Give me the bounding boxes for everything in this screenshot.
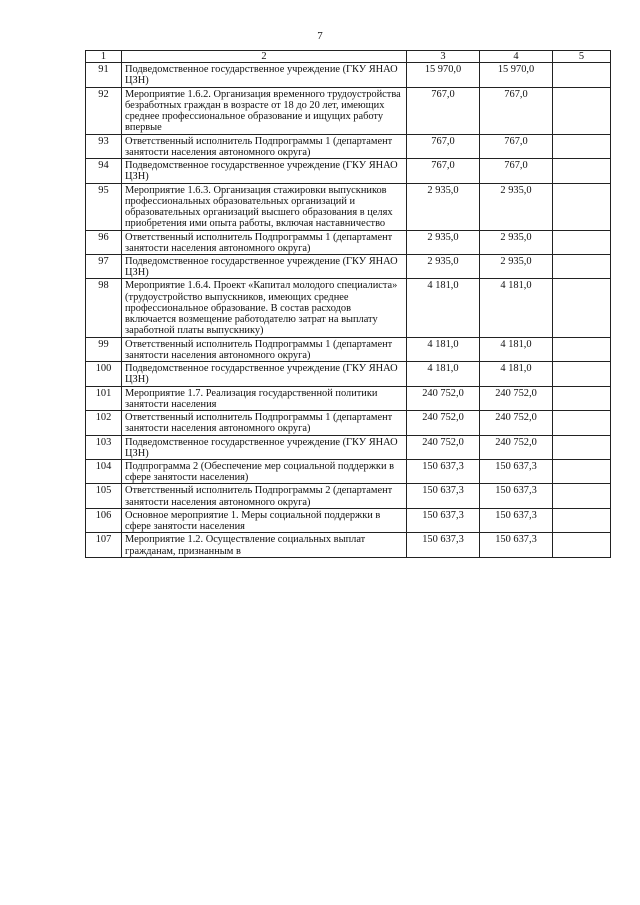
row-number: 106 [86,508,122,532]
row-value-col5 [553,230,611,254]
row-value-col5 [553,459,611,483]
row-description: Ответственный исполнитель Подпрограммы 1 (департамент занятости населения автономного округа) [122,411,407,435]
row-value-col5 [553,386,611,410]
row-number: 93 [86,134,122,158]
row-description: Подведомственное государственное учреждение (ГКУ ЯНАО ЦЗН) [122,63,407,87]
row-description: Подведомственное государственное учреждение (ГКУ ЯНАО ЦЗН) [122,159,407,183]
row-number: 102 [86,411,122,435]
row-value-col3: 767,0 [407,159,480,183]
table-row [86,254,611,278]
column-header-3: 3 [407,51,480,63]
table-row [86,533,611,557]
row-value-col4: 240 752,0 [480,435,553,459]
row-value-col3: 2 935,0 [407,183,480,230]
row-number: 91 [86,63,122,87]
row-description: Ответственный исполнитель Подпрограммы 1 (департамент занятости населения автономного округа) [122,337,407,361]
table-row [86,386,611,410]
row-value-col3: 150 637,3 [407,459,480,483]
row-value-col5 [553,508,611,532]
column-header-2: 2 [122,51,407,63]
row-description: Мероприятие 1.6.2. Организация временного трудоустройства безработных граждан в возрасте от 18 до 20 лет, имеющих среднее профессиональное образование и ищущих работу впервые [122,87,407,134]
row-number: 98 [86,279,122,337]
row-description: Ответственный исполнитель Подпрограммы 1 (департамент занятости населения автономного округа) [122,134,407,158]
row-value-col4: 150 637,3 [480,484,553,508]
table-row [86,134,611,158]
row-value-col4: 2 935,0 [480,183,553,230]
row-number: 97 [86,254,122,278]
row-value-col3: 767,0 [407,134,480,158]
row-value-col4: 2 935,0 [480,230,553,254]
row-value-col3: 767,0 [407,87,480,134]
table-row [86,411,611,435]
table-row [86,435,611,459]
row-value-col3: 150 637,3 [407,533,480,557]
row-value-col4: 15 970,0 [480,63,553,87]
row-number: 103 [86,435,122,459]
column-header-1: 1 [86,51,122,63]
row-value-col4: 240 752,0 [480,411,553,435]
row-value-col3: 4 181,0 [407,279,480,337]
table-row [86,508,611,532]
row-description: Подпрограмма 2 (Обеспечение мер социальной поддержки в сфере занятости населения) [122,459,407,483]
row-number: 99 [86,337,122,361]
table-row [86,459,611,483]
table-row [86,230,611,254]
row-description: Подведомственное государственное учреждение (ГКУ ЯНАО ЦЗН) [122,254,407,278]
row-number: 95 [86,183,122,230]
row-value-col4: 767,0 [480,134,553,158]
row-value-col4: 4 181,0 [480,279,553,337]
table-row [86,337,611,361]
table-row [86,362,611,386]
row-description: Мероприятие 1.6.3. Организация стажировки выпускников профессиональных образовательных организаций и образовательных организаций высшего образования в целях приобретения ими опыта работы, включая наставничество [122,183,407,230]
row-value-col4: 4 181,0 [480,362,553,386]
row-value-col3: 150 637,3 [407,484,480,508]
row-value-col3: 240 752,0 [407,435,480,459]
row-number: 92 [86,87,122,134]
row-number: 104 [86,459,122,483]
row-value-col5 [553,159,611,183]
row-value-col5 [553,435,611,459]
row-value-col3: 2 935,0 [407,230,480,254]
table-row [86,87,611,134]
row-value-col5 [553,362,611,386]
row-value-col4: 150 637,3 [480,533,553,557]
row-value-col3: 4 181,0 [407,362,480,386]
row-value-col5 [553,279,611,337]
row-value-col4: 240 752,0 [480,386,553,410]
row-value-col3: 4 181,0 [407,337,480,361]
row-value-col5 [553,134,611,158]
row-value-col3: 240 752,0 [407,386,480,410]
table-row [86,484,611,508]
column-header-4: 4 [480,51,553,63]
row-value-col5 [553,183,611,230]
row-value-col5 [553,533,611,557]
row-description: Ответственный исполнитель Подпрограммы 2 (департамент занятости населения автономного округа) [122,484,407,508]
row-description: Ответственный исполнитель Подпрограммы 1 (департамент занятости населения автономного округа) [122,230,407,254]
row-value-col4: 4 181,0 [480,337,553,361]
table-row [86,183,611,230]
row-number: 105 [86,484,122,508]
column-header-5: 5 [553,51,611,63]
row-description: Подведомственное государственное учреждение (ГКУ ЯНАО ЦЗН) [122,362,407,386]
row-value-col5 [553,87,611,134]
row-number: 94 [86,159,122,183]
table-row [86,279,611,337]
row-description: Мероприятие 1.7. Реализация государственной политики занятости населения [122,386,407,410]
row-description: Мероприятие 1.2. Осуществление социальных выплат гражданам, признанным в [122,533,407,557]
row-number: 107 [86,533,122,557]
row-value-col4: 150 637,3 [480,459,553,483]
row-value-col3: 2 935,0 [407,254,480,278]
row-value-col4: 767,0 [480,87,553,134]
row-value-col3: 240 752,0 [407,411,480,435]
row-value-col5 [553,254,611,278]
row-number: 100 [86,362,122,386]
row-value-col4: 767,0 [480,159,553,183]
row-number: 96 [86,230,122,254]
row-value-col4: 2 935,0 [480,254,553,278]
row-value-col4: 150 637,3 [480,508,553,532]
row-value-col5 [553,337,611,361]
row-description: Мероприятие 1.6.4. Проект «Капитал молодого специалиста» (трудоустройство выпускников, имеющих среднее профессиональное образование. В состав расходов включается возмещение работодателю затрат на выплату заработной платы выпускнику) [122,279,407,337]
row-value-col5 [553,411,611,435]
row-number: 101 [86,386,122,410]
row-value-col5 [553,484,611,508]
row-description: Основное мероприятие 1. Меры социальной поддержки в сфере занятости населения [122,508,407,532]
row-value-col5 [553,63,611,87]
row-value-col3: 15 970,0 [407,63,480,87]
row-value-col3: 150 637,3 [407,508,480,532]
budget-table [85,50,611,558]
page-number: 7 [317,30,323,42]
row-description: Подведомственное государственное учреждение (ГКУ ЯНАО ЦЗН) [122,435,407,459]
table-row [86,159,611,183]
table-row [86,63,611,87]
table-header-row [86,51,611,63]
